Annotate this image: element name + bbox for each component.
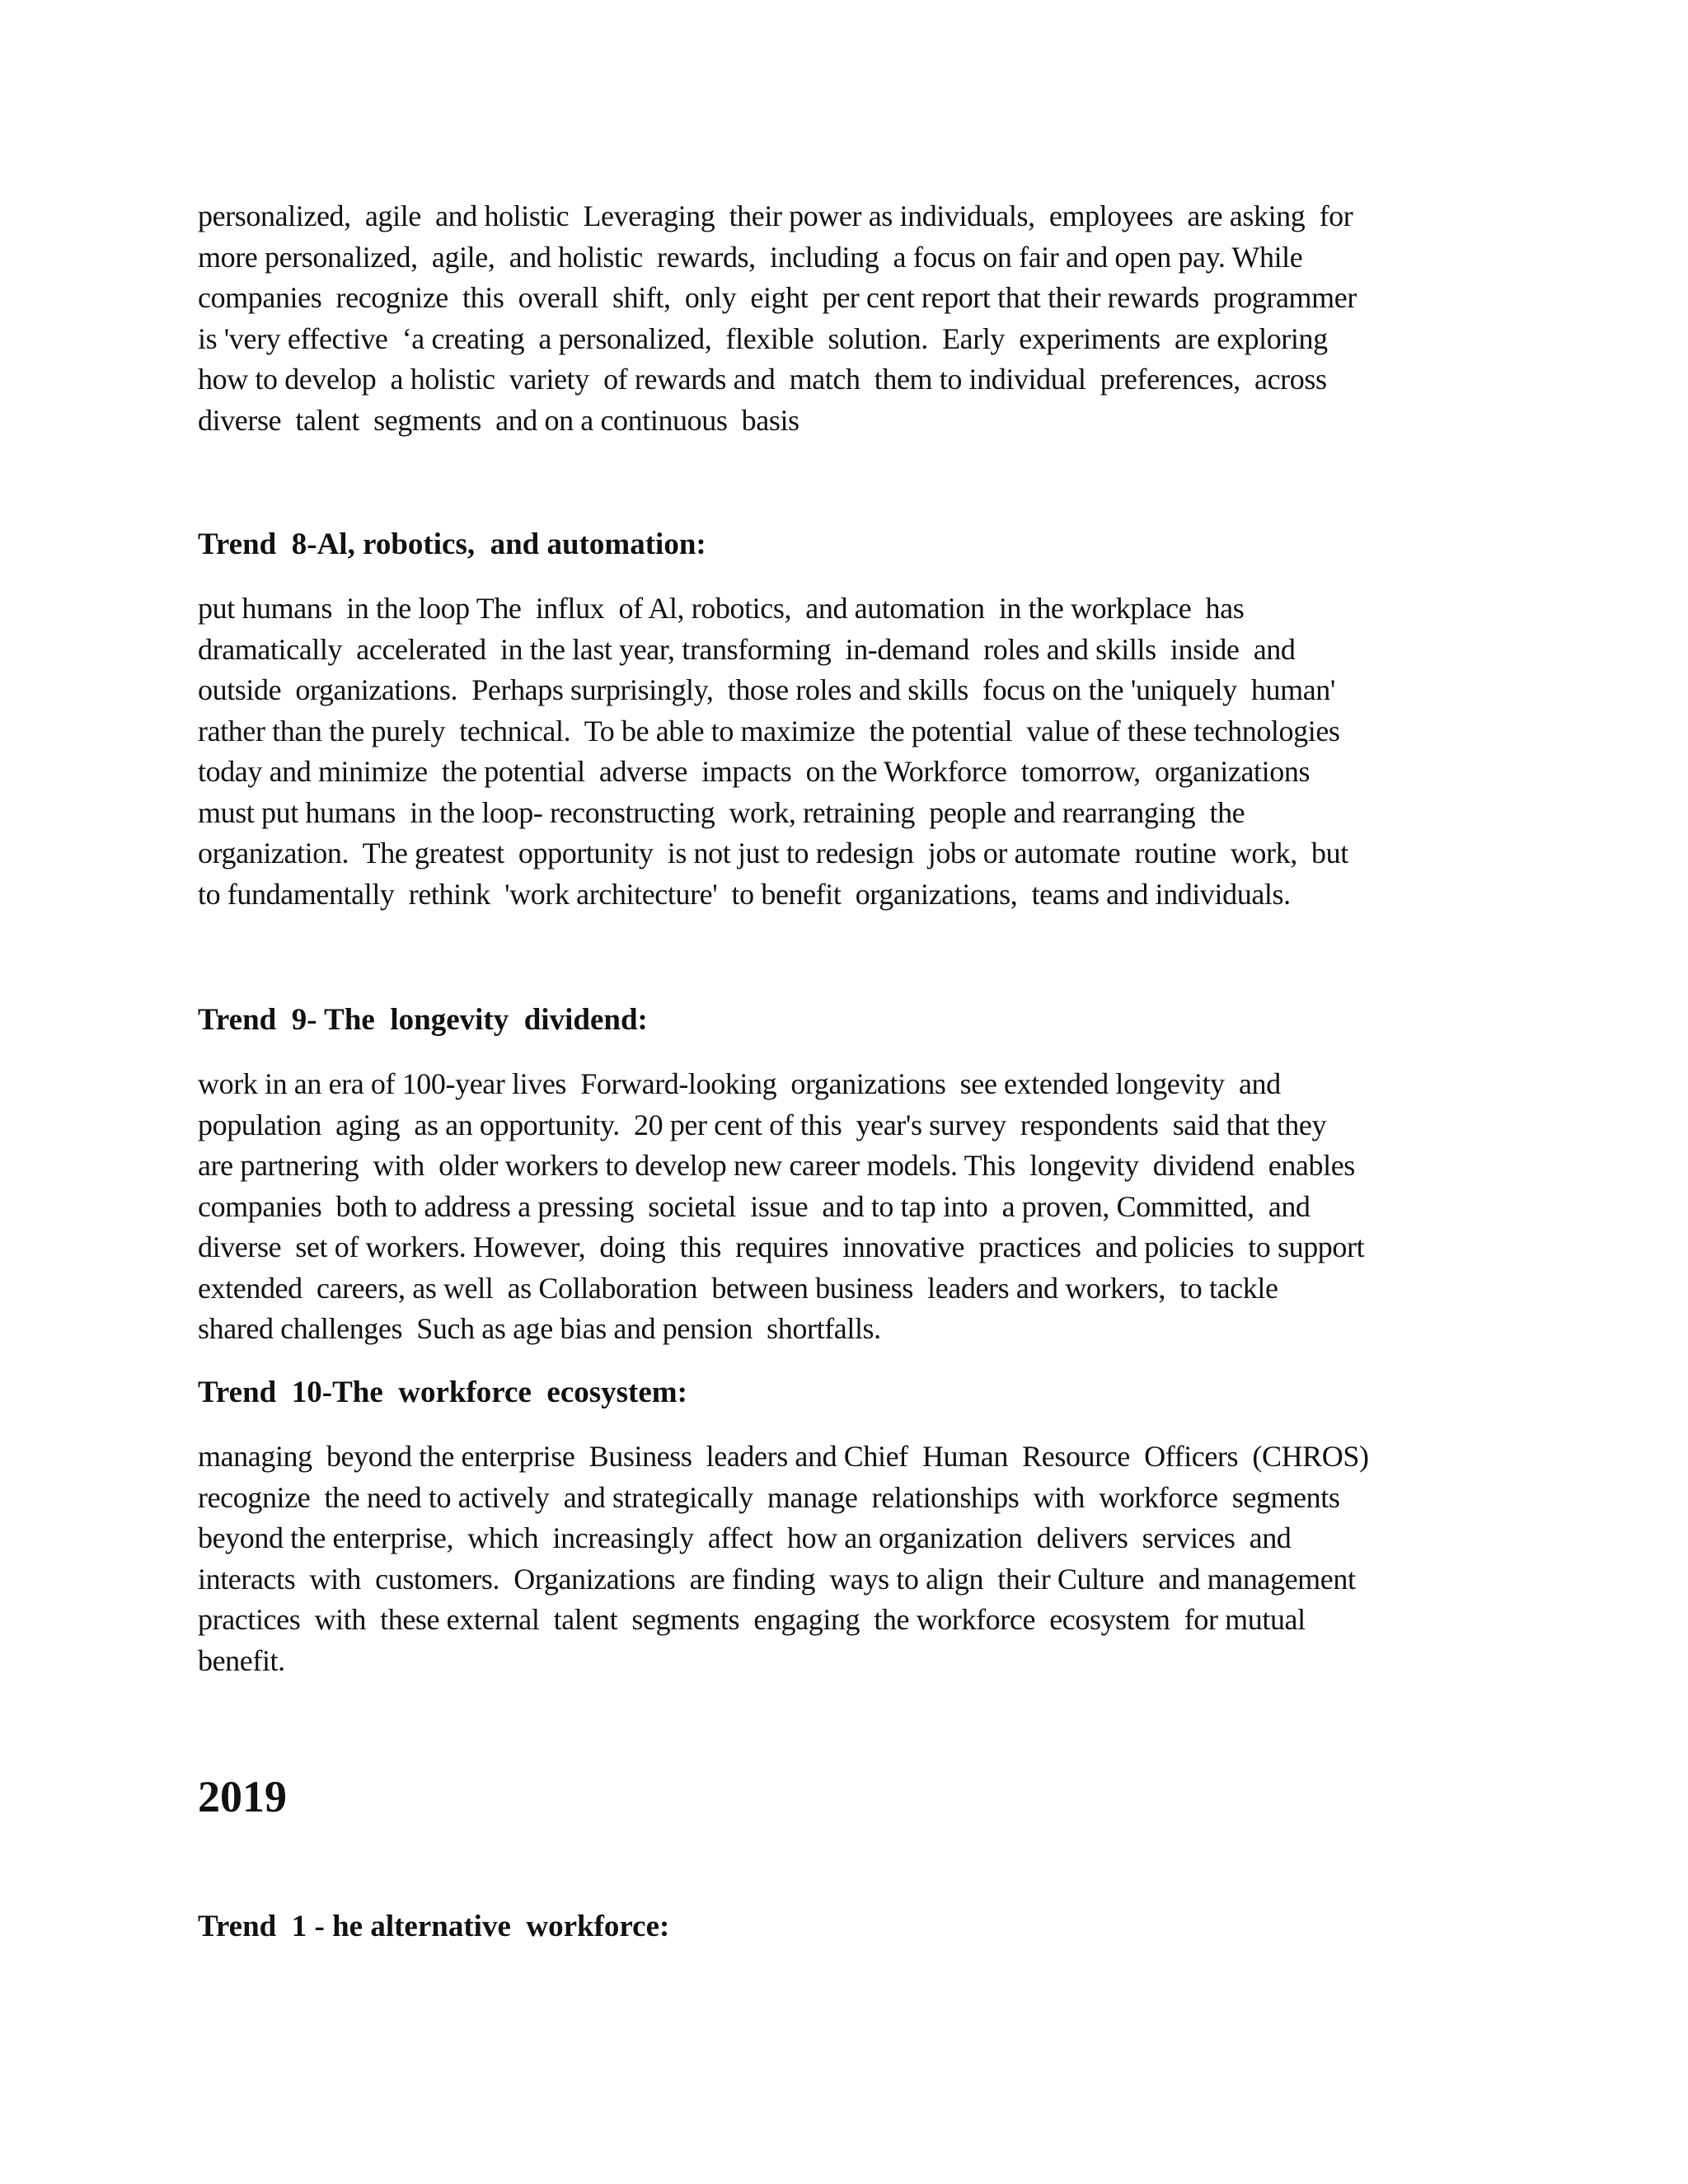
paragraph-line: population aging as an opportunity. 20 per cent of this year's survey respondents said that they [198,1108,1327,1141]
paragraph-line: diverse set of workers. However, doing this requires innovative practices and policies to support [198,1230,1365,1263]
year-heading: 2019 [198,1772,287,1821]
paragraph-line: beyond the enterprise, which increasingly affect how an organization delivers services and [198,1521,1292,1554]
paragraph-line: dramatically accelerated in the last year, transforming in-demand roles and skills inside and [198,633,1296,666]
trend-8-heading: Trend 8-Al, robotics, and automation: [198,527,706,561]
paragraph-line: are partnering with older workers to develop new career models. This longevity dividend enables [198,1149,1355,1182]
paragraph-line: organization. The greatest opportunity is not just to redesign jobs or automate routine work, but [198,837,1348,869]
paragraph-line: more personalized, agile, and holistic rewards, including a focus on fair and open pay. While [198,241,1303,274]
paragraph-line: to fundamentally rethink 'work architecture' to benefit organizations, teams and individuals. [198,878,1291,911]
paragraph-line: recognize the need to actively and strategically manage relationships with workforce segments [198,1481,1340,1514]
paragraph-line: must put humans in the loop- reconstructing work, retraining people and rearranging the [198,796,1245,829]
trend-10-heading: Trend 10-The workforce ecosystem: [198,1376,687,1409]
paragraph-line: outside organizations. Perhaps surprisingly, those roles and skills focus on the 'uniquely human' [198,673,1335,706]
trend-1-heading: Trend 1 - he alternative workforce: [198,1910,670,1943]
paragraph-line: is 'very effective ‘a creating a personalized, flexible solution. Early experiments are exploring [198,322,1328,355]
trend-9-heading: Trend 9- The longevity dividend: [198,1003,648,1037]
paragraph-line: put humans in the loop The influx of Al, robotics, and automation in the workplace has [198,592,1245,625]
paragraph-line: personalized, agile and holistic Leveraging their power as individuals, employees are asking for [198,199,1353,232]
paragraph-line: rather than the purely technical. To be able to maximize the potential value of these technologies [198,715,1340,748]
paragraph-line: practices with these external talent segments engaging the workforce ecosystem for mutual [198,1603,1306,1636]
paragraph-line: extended careers, as well as Collaboration between business leaders and workers, to tackle [198,1272,1278,1305]
paragraph-line: companies recognize this overall shift, only eight per cent report that their rewards programmer [198,281,1357,314]
paragraph-line: companies both to address a pressing societal issue and to tap into a proven, Committed, and [198,1190,1311,1223]
paragraph-line: how to develop a holistic variety of rewards and match them to individual preferences, across [198,363,1327,396]
paragraph-line: diverse talent segments and on a continuous basis [198,404,799,437]
paragraph-line: managing beyond the enterprise Business leaders and Chief Human Resource Officers (CHROS) [198,1440,1369,1473]
paragraph-line: benefit. [198,1644,285,1677]
paragraph-line: shared challenges Such as age bias and pension shortfalls. [198,1312,881,1345]
paragraph-line: today and minimize the potential adverse impacts on the Workforce tomorrow, organizations [198,755,1311,788]
paragraph-line: work in an era of 100-year lives Forward-looking organizations see extended longevity and [198,1067,1281,1100]
paragraph-line: interacts with customers. Organizations are finding ways to align their Culture and management [198,1563,1356,1596]
